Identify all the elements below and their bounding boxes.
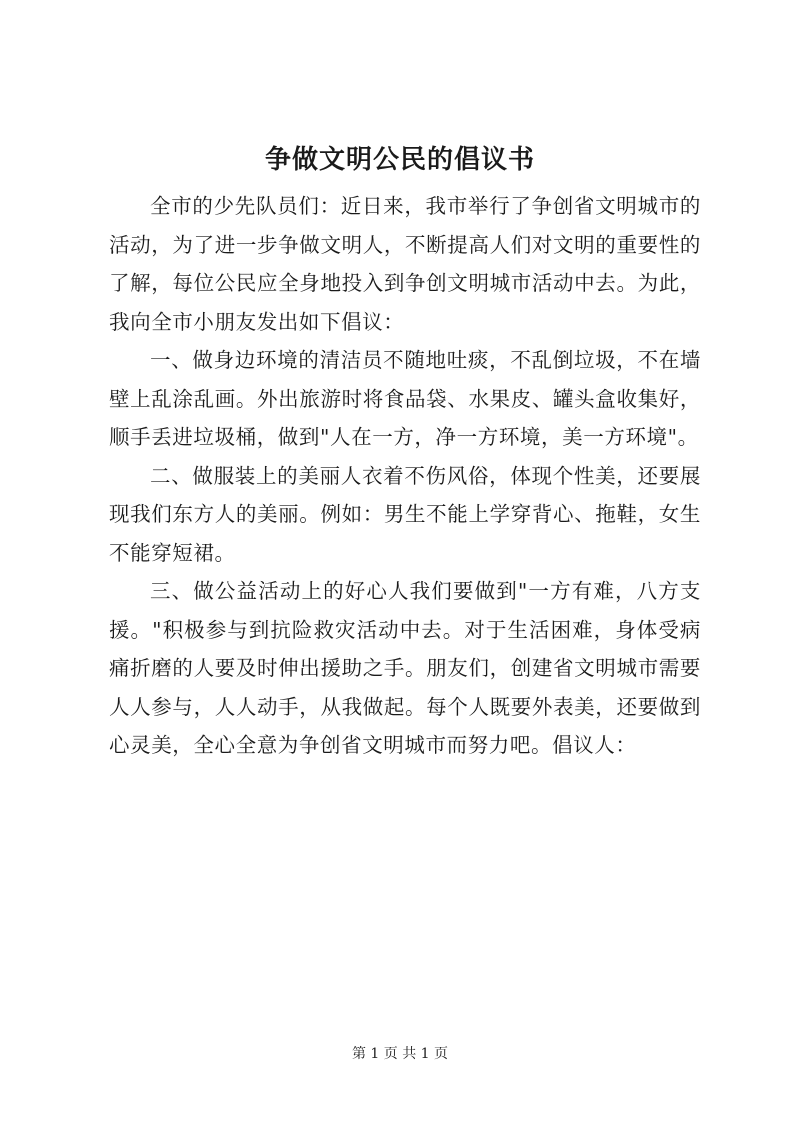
document-title: 争做文明公民的倡议书 — [264, 145, 535, 175]
page-footer: 第 1 页 共 1 页 — [351, 1046, 449, 1062]
paragraph-item-3: 三、做公益活动上的好心人我们要做到"一方有难，八方支援。"积极参与到抗险救灾活动中去。对于生活困难，身体受病痛折磨的人要及时伸出援助之手。朋友们，创建省文明城市需要人人参与，人人动手，从我做起。每个人既要外表美，还要做到心灵美，全心全意为争创省文明城市而努力吧。倡议人： — [109, 579, 701, 757]
paragraph-item-2: 二、做服装上的美丽人衣着不伤风俗，体现个性美，还要展现我们东方人的美丽。例如：男生不能上学穿背心、拖鞋，女生不能穿短裙。 — [109, 463, 701, 565]
paragraph-item-1: 一、做身边环境的清洁员不随地吐痰，不乱倒垃圾，不在墙壁上乱涂乱画。外出旅游时将食品袋、水果皮、罐头盒收集好，顺手丢进垃圾桶，做到"人在一方，净一方环境，美一方环境"。 — [109, 348, 701, 449]
paragraph-intro: 全市的少先队员们：近日来，我市举行了争创省文明城市的活动，为了进一步争做文明人，不断提高人们对文明的重要性的了解，每位公民应全身地投入到争创文明城市活动中去。为此，我向全市小朋友发出如下倡议： — [109, 194, 701, 334]
document-body — [109, 187, 701, 765]
